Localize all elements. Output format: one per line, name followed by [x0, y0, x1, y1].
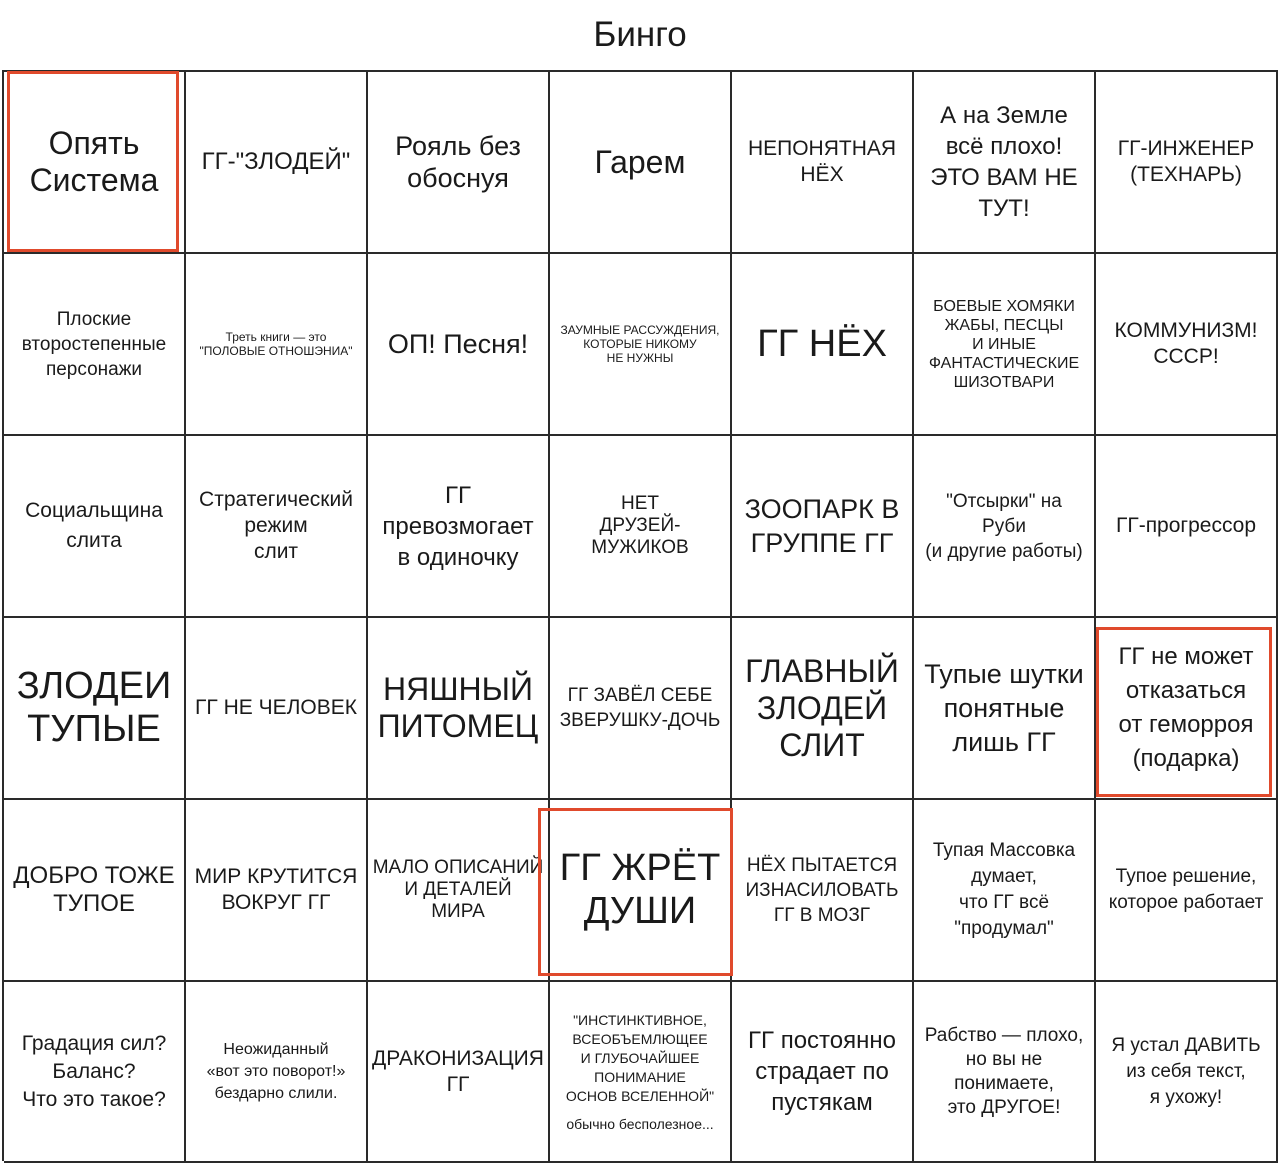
- cell-text: НЕТ ДРУЗЕЙ-МУЖИКОВ: [591, 493, 689, 558]
- cell-text: Рабство — плохо, но вы не понимаете, это ДРУГОЕ!: [924, 1024, 1084, 1118]
- bingo-cell[interactable]: [4, 800, 186, 982]
- cell-text: БОЕВЫЕ ХОМЯКИ ЖАБЫ, ПЕСЦЫ И ИНЫЕ ФАНТАСТИЧЕСКИЕ ШИЗОТВАРИ: [928, 297, 1080, 391]
- page-title: Бинго: [593, 15, 687, 54]
- bingo-cell[interactable]: [732, 618, 914, 800]
- cell-text: ГГ превозмогает в одиночку: [382, 481, 534, 571]
- cell-text: ГГ-ИНЖЕНЕР (ТЕХНАРЬ): [1117, 137, 1255, 186]
- cell-subnote: обычно бесполезное...: [566, 1116, 714, 1132]
- bingo-cell[interactable]: [732, 436, 914, 618]
- bingo-cell[interactable]: [914, 254, 1096, 436]
- bingo-cell[interactable]: [914, 436, 1096, 618]
- bingo-cell[interactable]: [1096, 982, 1278, 1163]
- cell-text: "ИНСТИНКТИВНОЕ, ВСЕОБЪЕМЛЮЩЕЕ И ГЛУБОЧАЙШЕЕ ПОНИМАНИЕ ОСНОВ ВСЕЛЕННОЙ": [565, 1012, 715, 1104]
- bingo-cell[interactable]: [368, 436, 550, 618]
- bingo-cell[interactable]: [914, 800, 1096, 982]
- bingo-row: [4, 618, 1278, 800]
- bingo-cell[interactable]: [4, 982, 186, 1163]
- cell-text: НЕПОНЯТНАЯ НЁХ: [747, 137, 897, 186]
- bingo-cell[interactable]: [914, 618, 1096, 800]
- bingo-cell[interactable]: [732, 254, 914, 436]
- cell-text: Стратегический режим слит: [199, 488, 353, 563]
- bingo-cell[interactable]: [368, 982, 550, 1163]
- cell-text: Социальщина слита: [25, 499, 163, 552]
- bingo-cell[interactable]: [1096, 800, 1278, 982]
- cell-text: ГГ НЁХ: [757, 322, 887, 365]
- cell-text: Треть книги — это "ПОЛОВЫЕ ОТНОШЭНИА": [199, 330, 353, 358]
- bingo-cell[interactable]: [732, 800, 914, 982]
- cell-text: А на Земле всё плохо! ЭТО ВАМ НЕ ТУТ!: [930, 102, 1078, 222]
- bingo-cell[interactable]: [914, 982, 1096, 1163]
- cell-text: ОП! Песня!: [387, 329, 529, 359]
- bingo-row: [4, 436, 1278, 618]
- bingo-cell[interactable]: [186, 254, 368, 436]
- cell-text: Тупое решение, которое работает: [1108, 866, 1264, 913]
- bingo-row: [4, 254, 1278, 436]
- cell-text: Опять Система: [29, 125, 159, 198]
- cell-text: Тупая Массовка думает, что ГГ всё "продумал": [932, 840, 1076, 939]
- bingo-cell[interactable]: [732, 982, 914, 1163]
- cell-text: ГГ НЕ ЧЕЛОВЕК: [195, 696, 357, 719]
- cell-text: ДОБРО ТОЖЕ ТУПОЕ: [13, 862, 175, 917]
- bingo-cell[interactable]: [550, 618, 732, 800]
- cell-text: ГГ ЖРЁТ ДУШИ: [559, 847, 721, 932]
- bingo-cell[interactable]: [186, 72, 368, 254]
- bingo-cell[interactable]: [1096, 72, 1278, 254]
- cell-text: МИР КРУТИТСЯ ВОКРУГ ГГ: [194, 865, 358, 914]
- bingo-row: [4, 800, 1278, 982]
- bingo-cell[interactable]: [186, 800, 368, 982]
- bingo-grid: [2, 70, 1278, 1161]
- cell-text: ГГ постоянно страдает по пустякам: [748, 1027, 896, 1116]
- cell-text: ЗООПАРК В ГРУППЕ ГГ: [744, 494, 900, 558]
- cell-text: "Отсырки" на Руби (и другие работы): [925, 490, 1083, 562]
- bingo-cell[interactable]: [550, 436, 732, 618]
- bingo-cell[interactable]: [550, 254, 732, 436]
- bingo-row: [4, 982, 1278, 1163]
- bingo-cell[interactable]: [4, 72, 186, 254]
- bingo-cell[interactable]: [186, 436, 368, 618]
- cell-text: Я устал ДАВИТЬ из себя текст, я ухожу!: [1111, 1034, 1261, 1108]
- cell-text: ГГ ЗАВЁЛ СЕБЕ ЗВЕРУШКУ-ДОЧЬ: [559, 685, 721, 731]
- cell-text: МАЛО ОПИСАНИЙ И ДЕТАЛЕЙ МИРА: [372, 857, 544, 922]
- cell-text: Гарем: [594, 143, 686, 180]
- cell-text: Неожиданный «вот это поворот!» бездарно слили.: [206, 1040, 346, 1102]
- cell-text: ГЛАВНЫЙ ЗЛОДЕЙ СЛИТ: [745, 652, 899, 763]
- cell-text: Градация сил? Баланс? Что это такое?: [21, 1031, 167, 1111]
- cell-text: НЯШНЫЙ ПИТОМЕЦ: [377, 671, 539, 744]
- bingo-cell[interactable]: [186, 618, 368, 800]
- bingo-cell[interactable]: [732, 72, 914, 254]
- bingo-cell[interactable]: [4, 436, 186, 618]
- cell-text: Тупые шутки понятные лишь ГГ: [924, 659, 1084, 757]
- bingo-cell[interactable]: [1096, 618, 1278, 800]
- bingo-cell[interactable]: [4, 618, 186, 800]
- bingo-row: [4, 72, 1278, 254]
- cell-text: Рояль без обоснуя: [395, 131, 521, 193]
- cell-text: КОММУНИЗМ! СССР!: [1114, 319, 1258, 368]
- cell-text: ГГ не может отказаться от геморроя (подарка): [1118, 643, 1254, 772]
- bingo-cell[interactable]: [368, 254, 550, 436]
- cell-text: Плоские второстепенные персонажи: [21, 308, 167, 380]
- bingo-cell[interactable]: [550, 800, 732, 982]
- cell-text: ЗЛОДЕИ ТУПЫЕ: [16, 665, 172, 750]
- cell-text: НЁХ ПЫТАЕТСЯ ИЗНАСИЛОВАТЬ ГГ В МОЗГ: [745, 854, 899, 926]
- cell-text: ГГ-прогрессор: [1115, 514, 1257, 537]
- bingo-cell[interactable]: [1096, 254, 1278, 436]
- bingo-cell[interactable]: [4, 254, 186, 436]
- cell-text: ГГ-"ЗЛОДЕЙ": [201, 148, 351, 175]
- bingo-cell[interactable]: [368, 618, 550, 800]
- bingo-cell[interactable]: [914, 72, 1096, 254]
- bingo-cell[interactable]: [186, 982, 368, 1163]
- cell-text: ЗАУМНЫЕ РАССУЖДЕНИЯ, КОТОРЫЕ НИКОМУ НЕ НУЖНЫ: [560, 323, 720, 365]
- bingo-cell[interactable]: [368, 72, 550, 254]
- bingo-cell[interactable]: [550, 982, 732, 1163]
- cell-text: ДРАКОНИЗАЦИЯ ГГ: [372, 1046, 544, 1096]
- bingo-cell[interactable]: [550, 72, 732, 254]
- bingo-cell[interactable]: [368, 800, 550, 982]
- bingo-cell[interactable]: [1096, 436, 1278, 618]
